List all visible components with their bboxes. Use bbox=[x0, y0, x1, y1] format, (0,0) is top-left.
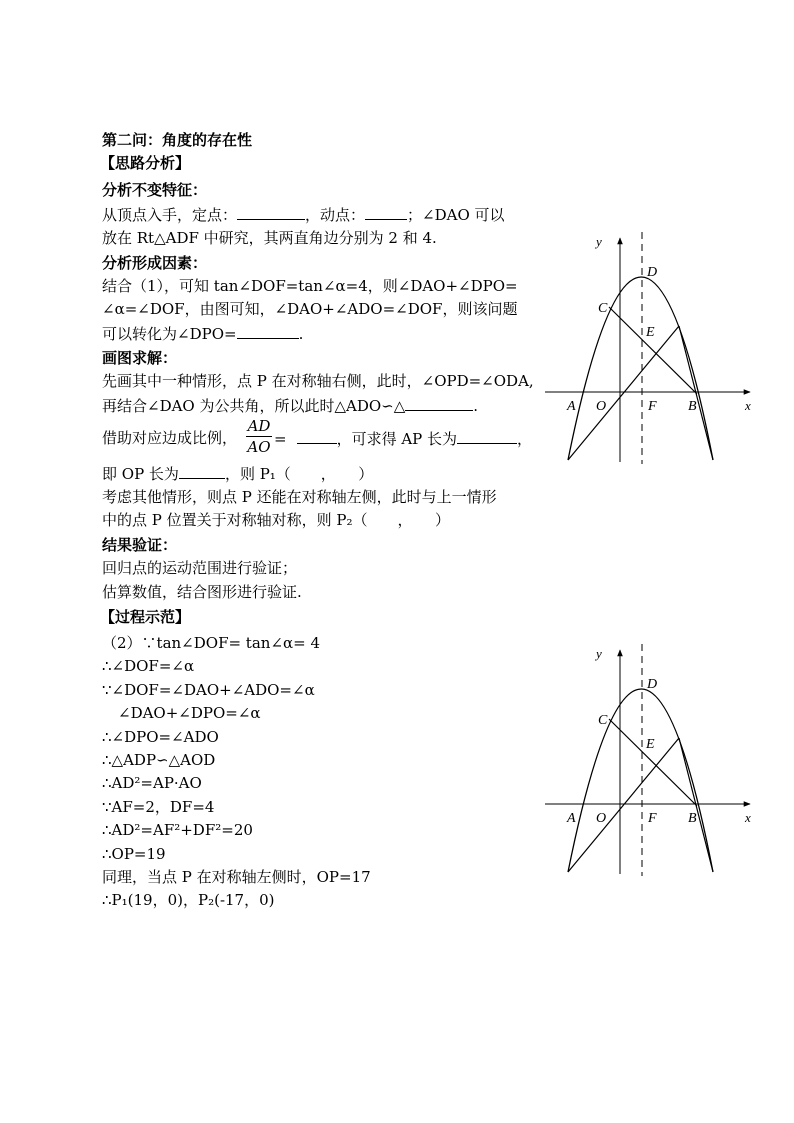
ratio-blank bbox=[297, 428, 337, 444]
process-line: ∴OP=19 bbox=[102, 845, 166, 863]
analysis-header: 【思路分析】 bbox=[100, 154, 191, 172]
invariant-line-2: 放在 Rt△ADF 中研究，其两直角边分别为 2 和 4. bbox=[102, 229, 437, 247]
text-segment: 可以转化为∠DPO= bbox=[102, 325, 237, 343]
point-a-label: A bbox=[567, 399, 576, 414]
segment-cb bbox=[609, 307, 697, 394]
point-c-label: C bbox=[598, 713, 608, 728]
fixed-point-blank bbox=[237, 204, 305, 220]
fraction-denominator: AO bbox=[247, 438, 271, 456]
solve-line-5: 考虑其他情形，则点 P 还能在对称轴左侧，此时与上一情形 bbox=[102, 488, 497, 506]
point-b-label: B bbox=[688, 399, 697, 414]
process-line: ∴△ADP∽△AOD bbox=[102, 751, 216, 769]
solve-line-2 bbox=[102, 395, 478, 415]
point-o-label: O bbox=[596, 399, 607, 414]
process-line: ∴P₁(19，0)，P₂(-17，0) bbox=[102, 891, 275, 909]
secant-line bbox=[568, 738, 679, 872]
solve-line-1: 先画其中一种情形，点 P 在对称轴右侧，此时，∠OPD=∠ODA, bbox=[102, 372, 534, 390]
angle-blank bbox=[237, 323, 299, 339]
op-length-blank bbox=[179, 463, 225, 479]
x-axis-label: x bbox=[745, 810, 751, 825]
secant-line bbox=[568, 326, 679, 460]
moving-point-blank bbox=[365, 204, 407, 220]
point-b-label: B bbox=[688, 811, 697, 826]
process-line: ∴AD²=AF²+DF²=20 bbox=[102, 821, 253, 839]
process-header: 【过程示范】 bbox=[100, 608, 191, 626]
text-segment: ，可求得 AP 长为 bbox=[336, 430, 458, 448]
ratio-fraction bbox=[246, 416, 272, 457]
secant-line bbox=[679, 738, 713, 872]
factors-line-1: 结合（1），可知 tan∠DOF=tan∠α=4，则∠DAO+∠DPO= bbox=[102, 277, 518, 295]
fraction-numerator: AD bbox=[247, 417, 271, 435]
text-segment: ，动点： bbox=[305, 206, 366, 224]
point-f-label: F bbox=[648, 811, 657, 826]
parabola-curve bbox=[568, 689, 713, 872]
point-o-label: O bbox=[596, 811, 607, 826]
solve-line-3-lead: 借助对应边成比例， bbox=[102, 429, 238, 447]
y-axis-label: y bbox=[596, 234, 602, 249]
point-c-label: C bbox=[598, 301, 608, 316]
text-segment: = bbox=[274, 430, 287, 448]
text-segment: 再结合∠DAO 为公共角，所以此时△ADO∽△ bbox=[102, 397, 406, 415]
verify-line-1: 回归点的运动范围进行验证； bbox=[102, 559, 298, 577]
factors-line-2: ∠α=∠DOF，由图可知，∠DAO+∠ADO=∠DOF，则该问题 bbox=[102, 300, 518, 318]
point-e-label: E bbox=[646, 737, 655, 752]
process-line: ∴∠DOF=∠α bbox=[102, 657, 195, 675]
text-segment: . bbox=[298, 325, 304, 343]
solve-line-3-rest bbox=[274, 428, 532, 448]
process-line: ∠DAO+∠DPO=∠α bbox=[118, 704, 261, 722]
parabola-figure-bottom bbox=[540, 644, 760, 876]
x-axis-label: x bbox=[745, 398, 751, 413]
process-line: （2）∵tan∠DOF= tan∠α= 4 bbox=[102, 634, 321, 652]
secant-line bbox=[679, 326, 713, 460]
invariant-line-1 bbox=[102, 204, 505, 224]
text-segment: 从顶点入手，定点： bbox=[102, 206, 238, 224]
solve-line-6: 中的点 P 位置关于对称轴对称，则 P₂（ ， ） bbox=[102, 511, 451, 529]
parabola-figure-top bbox=[540, 232, 760, 464]
point-a-label: A bbox=[567, 811, 576, 826]
verify-heading: 结果验证： bbox=[102, 536, 178, 554]
invariant-heading: 分析不变特征： bbox=[102, 181, 208, 199]
y-axis-label: y bbox=[596, 646, 602, 661]
text-segment: ，则 P₁（ ， ） bbox=[224, 465, 374, 483]
verify-line-2: 估算数值，结合图形进行验证. bbox=[102, 583, 302, 601]
similar-triangle-blank bbox=[405, 395, 473, 411]
text-segment: . bbox=[473, 397, 479, 415]
factors-heading: 分析形成因素： bbox=[102, 254, 208, 272]
process-line: ∴AD²=AP·AO bbox=[102, 774, 202, 792]
process-line: ∵∠DOF=∠DAO+∠ADO=∠α bbox=[102, 681, 315, 699]
parabola-curve bbox=[568, 277, 713, 460]
factors-line-3 bbox=[102, 323, 303, 343]
solve-line-4 bbox=[102, 463, 373, 483]
text-segment: 即 OP 长为 bbox=[102, 465, 179, 483]
segment-cb bbox=[609, 719, 697, 806]
text-segment: ；∠DAO 可以 bbox=[407, 206, 505, 224]
process-line: ∵AF=2，DF=4 bbox=[102, 798, 215, 816]
text-segment: ， bbox=[517, 430, 533, 448]
ap-length-blank bbox=[457, 428, 517, 444]
point-d-label: D bbox=[647, 265, 658, 280]
process-line: 同理，当点 P 在对称轴左侧时，OP=17 bbox=[102, 868, 371, 886]
point-f-label: F bbox=[648, 399, 657, 414]
section-title: 第二问：角度的存在性 bbox=[102, 131, 253, 149]
process-line: ∴∠DPO=∠ADO bbox=[102, 728, 219, 746]
point-e-label: E bbox=[646, 325, 655, 340]
solve-heading: 画图求解： bbox=[102, 349, 178, 367]
point-d-label: D bbox=[647, 677, 658, 692]
